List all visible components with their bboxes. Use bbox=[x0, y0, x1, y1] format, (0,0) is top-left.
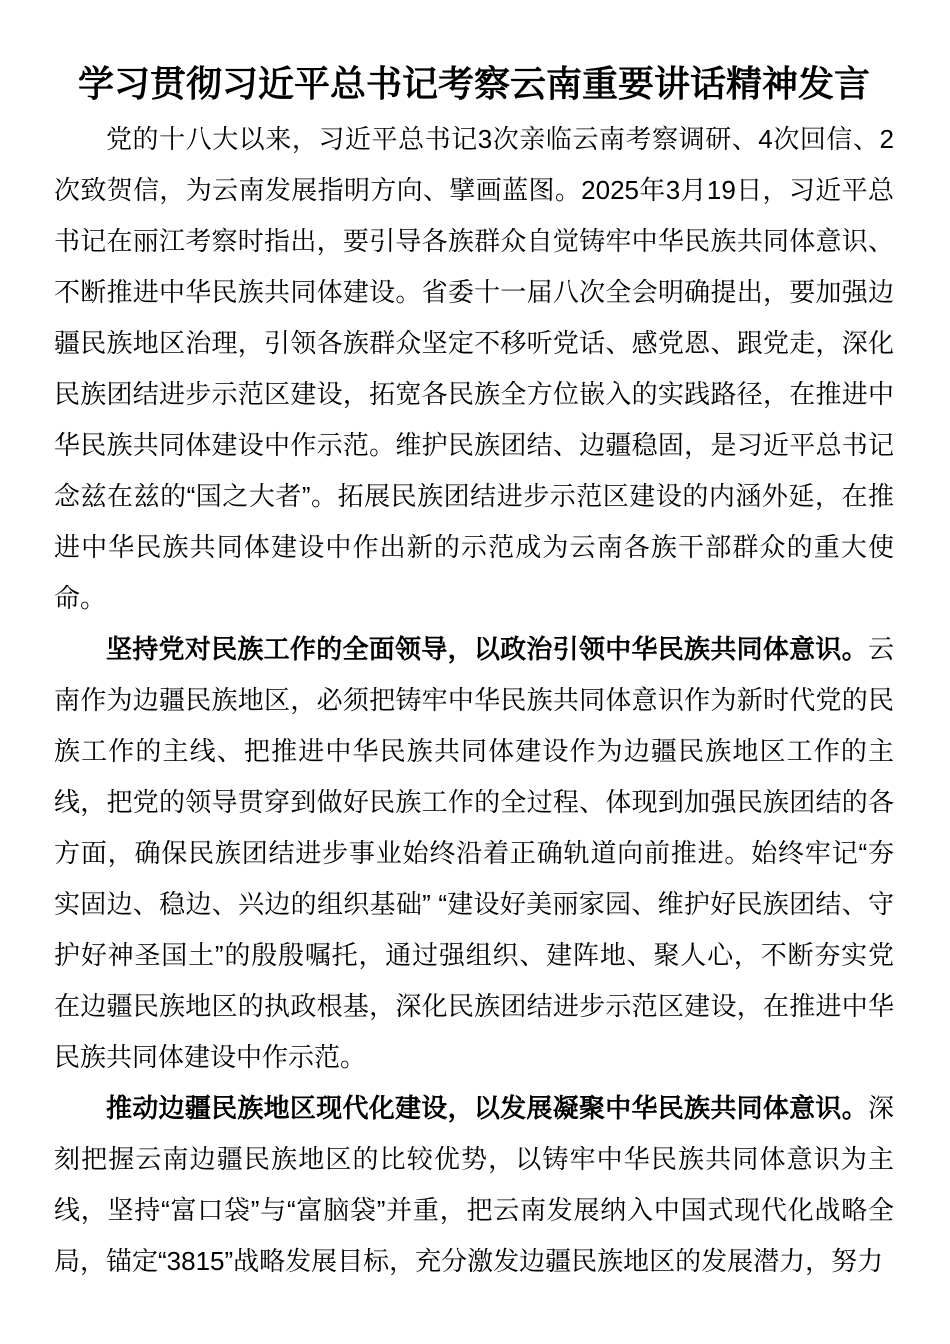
paragraph-intro bbox=[54, 114, 894, 624]
paragraph-point-1-lead: 坚持党对民族工作的全面领导，以政治引领中华民族共同体意识。 bbox=[106, 634, 868, 664]
paragraph-point-2 bbox=[54, 1083, 894, 1287]
paragraph-point-1-text: 云南作为边疆民族地区，必须把铸牢中华民族共同体意识作为新时代党的民族工作的主线、把推进中华民族共同体建设作为边疆民族地区工作的主线，把党的领导贯穿到做好民族工作的全过程、体现到加强民族团结的各方面，确保民族团结进步事业始终沿着正确轨道向前推进。始终牢记“夯实固边、稳边、兴边的组织基础” “建设好美丽家园、维护好民族团结、守护好神圣国土”的殷殷嘱托，通过强组织、建阵地、聚人心，不断夯实党在边疆民族地区的执政根基，深化民族团结进步示范区建设，在推进中华民族共同体建设中作示范。 bbox=[54, 634, 894, 1072]
document-title: 学习贯彻习近平总书记考察云南重要讲话精神发言 bbox=[77, 63, 870, 104]
paragraph-point-2-text: 深刻把握云南边疆民族地区的比较优势，以铸牢中华民族共同体意识为主线，坚持“富口袋”与“富脑袋”并重，把云南发展纳入中国式现代化战略全局，锚定“3815”战略发展目标，充分激发边疆民族地区的发展潜力，努力 bbox=[54, 1093, 894, 1276]
paragraph-point-2-lead: 推动边疆民族地区现代化建设，以发展凝聚中华民族共同体意识。 bbox=[106, 1093, 868, 1123]
paragraph-point-1 bbox=[54, 624, 894, 1083]
paragraph-intro-text: 党的十八大以来，习近平总书记3次亲临云南考察调研、4次回信、2次致贺信，为云南发展指明方向、擘画蓝图。2025年3月19日，习近平总书记在丽江考察时指出，要引导各族群众自觉铸牢中华民族共同体意识、不断推进中华民族共同体建设。省委十一届八次全会明确提出，要加强边疆民族地区治理，引领各族群众坚定不移听党话、感党恩、跟党走，深化民族团结进步示范区建设，拓宽各民族全方位嵌入的实践路径，在推进中华民族共同体建设中作示范。维护民族团结、边疆稳固，是习近平总书记念兹在兹的“国之大者”。拓展民族团结进步示范区建设的内涵外延，在推进中华民族共同体建设中作出新的示范成为云南各族干部群众的重大使命。 bbox=[54, 124, 894, 613]
